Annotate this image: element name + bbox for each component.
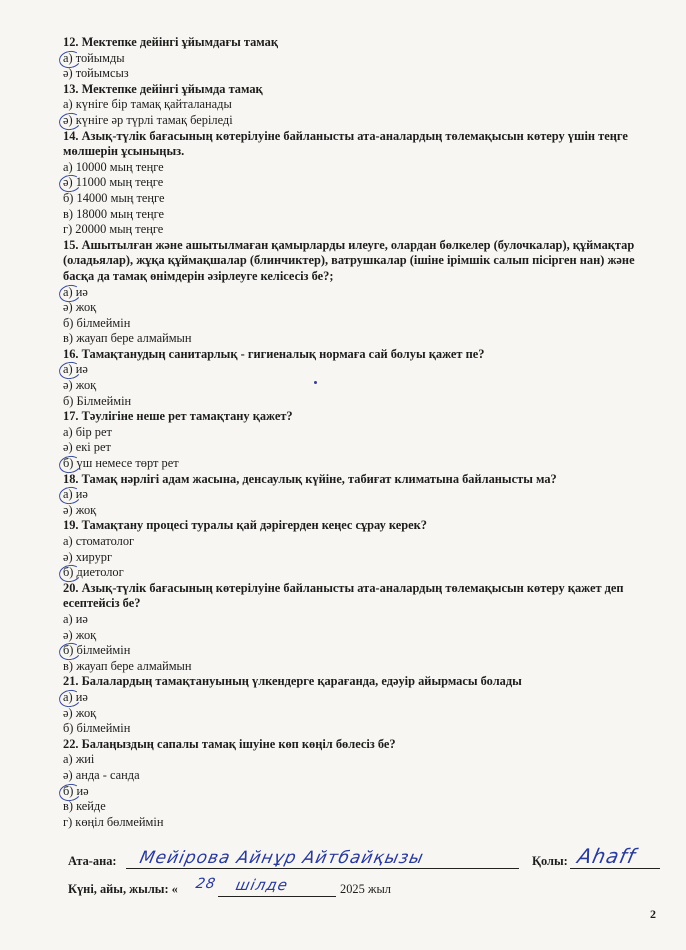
date-day-handwritten: 28 <box>194 876 218 892</box>
question-text: 22. Балаңыздың сапалы тамақ ішуіне көп көңіл бөлесіз бе? <box>63 736 396 751</box>
signature-line <box>570 868 660 869</box>
answer-option[interactable] <box>63 612 663 628</box>
answer-option-label: б) 14000 мың теңге <box>63 190 165 205</box>
answer-option[interactable] <box>63 456 663 472</box>
answer-option-label: г) 20000 мың теңге <box>63 222 164 237</box>
answer-option-label: ә) жоқ <box>63 378 97 393</box>
answer-option[interactable] <box>63 440 663 456</box>
answer-option-label: ә) жоқ <box>63 300 97 315</box>
answer-option-label: в) кейде <box>63 799 106 814</box>
answer-option[interactable] <box>63 487 663 503</box>
answer-option[interactable] <box>63 316 663 332</box>
question-text: 21. Балалардың тамақтануының үлкендерге қарағанда, едәуір айырмасы болады <box>63 674 522 689</box>
question-text: 17. Тәулігіне неше рет тамақтану қажет? <box>63 409 293 424</box>
answer-option[interactable] <box>63 207 663 223</box>
answer-option-label: б) иә <box>63 783 89 798</box>
ink-dot <box>314 381 317 384</box>
answer-option[interactable] <box>63 534 663 550</box>
answer-option[interactable] <box>63 784 663 800</box>
question-text: 16. Тамақтанудың санитарлық - гигиеналық нормаға сай болуы қажет пе? <box>63 346 485 361</box>
answer-option-label: ә) хирург <box>63 549 113 564</box>
answer-option-label: б) диетолог <box>63 565 124 580</box>
question-text: 12. Мектепке дейінгі ұйымдағы тамақ <box>63 35 278 49</box>
date-label: Күні, айы, жылы: « <box>68 882 178 896</box>
date-row <box>68 876 668 902</box>
question-text: 15. Ашытылған және ашытылмаған қамырларды илеуге, олардан бөлкелер (булочкалар), құймақтар (оладьялар), жұқа құймақшалар (блинчиктер), ватрушкалар (ішіне ірімшік салып пісірген нан) және басқа да тамақ өнімдерін әзірлеуге келісесіз бе?; <box>63 237 635 283</box>
parent-row <box>68 844 668 874</box>
answer-option-label: а) иә <box>63 611 88 626</box>
answer-option-label: в) жауап бере алмаймын <box>63 331 192 346</box>
answer-option-label: а) стоматолог <box>63 534 135 548</box>
answer-option[interactable] <box>63 721 663 737</box>
question-text: 19. Тамақтану процесі туралы қай дәрігерден кеңес сұрау керек? <box>63 518 427 533</box>
answer-option[interactable] <box>63 425 663 441</box>
answer-option[interactable] <box>63 628 663 644</box>
answer-option-label: ә) жоқ <box>63 627 97 642</box>
parent-name-line <box>126 868 519 869</box>
answer-option[interactable] <box>63 815 663 831</box>
answer-option[interactable] <box>63 643 663 659</box>
parent-name-handwritten: Мейірова Айнұр Айтбайқызы <box>137 848 426 868</box>
date-line <box>218 896 336 897</box>
answer-option[interactable] <box>63 752 663 768</box>
date-month-handwritten: шілде <box>234 876 291 894</box>
question-text: 20. Азық-түлік бағасының көтерілуіне байланысты ата-аналардың төлемақысын көтеру қажет деп есептейсіз бе? <box>63 580 624 611</box>
answer-option-label: а) иә <box>63 362 88 377</box>
answer-option[interactable] <box>63 550 663 566</box>
answer-option[interactable] <box>63 113 663 129</box>
answer-option-label: в) 18000 мың теңге <box>63 206 165 221</box>
signature-label: Қолы: <box>532 854 568 868</box>
signature-handwritten: Ahaff <box>575 844 639 868</box>
answer-option-label: а) бір рет <box>63 424 112 439</box>
answer-option-label: б) Білмеймін <box>63 393 132 408</box>
question-text: 14. Азық-түлік бағасының көтерілуіне байланысты ата-аналардың төлемақысын көтеру үшін теңге мөлшерін ұсыныңыз. <box>63 128 628 159</box>
parent-label: Ата-ана: <box>68 854 117 868</box>
answer-option[interactable] <box>63 659 663 675</box>
answer-option-label: б) білмеймін <box>63 315 131 330</box>
answer-option-label: г) көңіл бөлмеймін <box>63 814 164 829</box>
answer-option-label: а) иә <box>63 689 88 704</box>
answer-option[interactable] <box>63 799 663 815</box>
answer-option[interactable] <box>63 97 663 113</box>
answer-option-label: а) жиі <box>63 752 95 767</box>
signature-footer <box>68 844 668 902</box>
answer-option[interactable] <box>63 565 663 581</box>
question-text: 18. Тамақ нәрлігі адам жасына, денсаулық күйіне, табиғат климатына байланысты ма? <box>63 471 557 486</box>
answer-option[interactable] <box>63 285 663 301</box>
date-year: 2025 жыл <box>340 882 391 896</box>
answer-option[interactable] <box>63 51 663 67</box>
answer-option[interactable] <box>63 394 663 410</box>
answer-option-label: б) білмеймін <box>63 643 131 658</box>
answer-option[interactable] <box>63 706 663 722</box>
answer-option[interactable] <box>63 503 663 519</box>
answer-option-label: ә) анда - санда <box>63 767 140 782</box>
answer-option[interactable] <box>63 175 663 191</box>
answer-option[interactable] <box>63 66 663 82</box>
question-text: 13. Мектепке дейінгі ұйымда тамақ <box>63 81 263 96</box>
answer-option-label: ә) 11000 мың теңге <box>63 175 164 190</box>
answer-option[interactable] <box>63 222 663 238</box>
answer-option[interactable] <box>63 160 663 176</box>
answer-option-label: ә) тойымсыз <box>63 66 129 81</box>
answer-option[interactable] <box>63 768 663 784</box>
answer-option-label: ә) жоқ <box>63 502 97 517</box>
answer-option-label: б) білмеймін <box>63 721 131 736</box>
answer-option[interactable] <box>63 690 663 706</box>
questions-list <box>63 35 663 830</box>
answer-option-label: б) үш немесе төрт рет <box>63 456 179 471</box>
answer-option-label: а) иә <box>63 487 88 502</box>
answer-option[interactable] <box>63 331 663 347</box>
answer-option-label: а) тойымды <box>63 50 125 65</box>
answer-option-label: в) жауап бере алмаймын <box>63 658 192 673</box>
answer-option[interactable] <box>63 362 663 378</box>
answer-option-label: а) күніге бір тамақ қайталанады <box>63 97 232 112</box>
answer-option-label: ә) екі рет <box>63 440 111 455</box>
answer-option-label: а) 10000 мың теңге <box>63 159 164 174</box>
answer-option[interactable] <box>63 300 663 316</box>
answer-option-label: ә) жоқ <box>63 705 97 720</box>
answer-option-label: ә) күніге әр түрлі тамақ беріледі <box>63 112 233 127</box>
answer-option-label: а) иә <box>63 284 88 299</box>
page-number: 2 <box>650 907 656 921</box>
answer-option[interactable] <box>63 378 663 394</box>
answer-option[interactable] <box>63 191 663 207</box>
